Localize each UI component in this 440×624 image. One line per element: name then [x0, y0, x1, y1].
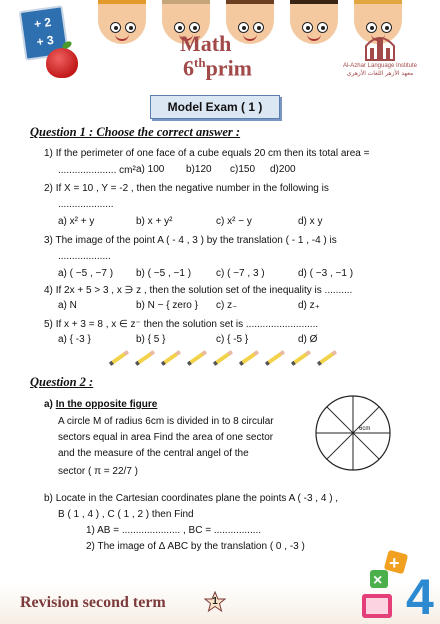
q2-part-b-sub-1: 1) AB = ..................... , BC = .................	[86, 525, 262, 536]
q1-item-5-option-c[interactable]: c) { -5 }	[216, 334, 249, 345]
pencil-icon	[317, 350, 337, 366]
q1-item-5	[44, 318, 318, 331]
q1-item-1-blank: ..................... cm²	[58, 165, 136, 176]
q1-item-2	[44, 182, 329, 195]
q2-part-b-sub-2: 2) The image of Δ ABC by the translation ( 0 , -3 )	[86, 541, 305, 552]
q1-item-5-option-a[interactable]: a) { -3 }	[58, 334, 91, 345]
svg-text:4: 4	[406, 569, 434, 624]
svg-text:+: +	[389, 553, 400, 573]
pencil-icon	[109, 350, 129, 366]
q2-part-b-line: B ( 1 , 4 ) , C ( 1 , 2 ) then Find	[58, 509, 194, 520]
subject-title: Math	[180, 31, 232, 56]
q1-item-1-option-d[interactable]: d)200	[270, 164, 296, 175]
svg-text:×: ×	[373, 572, 383, 589]
q1-item-5-option-d[interactable]: d) Ø	[298, 334, 318, 345]
q1-item-4-option-b[interactable]: b) N − { zero }	[136, 300, 198, 311]
institute-name-en: Al-Azhar Language Institute	[342, 63, 418, 69]
kid-face-4	[290, 0, 338, 44]
q1-item-2-option-d[interactable]: d) x y	[298, 216, 323, 227]
q1-item-2-option-b[interactable]: b) x + y²	[136, 216, 173, 227]
question-2-title: Question 2 :	[30, 375, 94, 389]
q1-item-number: 4)	[44, 285, 53, 296]
q1-item-number: 2)	[44, 183, 53, 194]
q1-item-text: If X = 10 , Y = -2 , then the negative number in the following is	[55, 183, 329, 194]
q1-item-3-option-a[interactable]: a) ( −5 , −7 )	[58, 268, 114, 279]
q1-item-number: 1)	[44, 148, 53, 159]
q1-item-4-option-a[interactable]: a) N	[58, 300, 77, 311]
pencil-icon	[265, 350, 285, 366]
q2-part-a-line: sector ( π = 22/7 )	[58, 466, 138, 477]
q1-item-3-blank: ...................	[58, 251, 111, 262]
math-card-bottom: + 3	[35, 32, 55, 50]
q2-part-a-heading	[44, 398, 157, 411]
kid-face-1	[98, 0, 146, 44]
q2-part-a-line: sectors equal in area Find the area of one sector	[58, 432, 274, 443]
math-card-top: + 2	[33, 14, 52, 32]
q2-part-a-line: A circle M of radius 6cm is divided in to 8 circular	[58, 416, 274, 427]
institute-name	[340, 62, 420, 78]
exam-title: Model Exam ( 1 )	[150, 95, 280, 119]
q1-item-3-option-b[interactable]: b) ( −5 , −1 )	[136, 268, 192, 279]
q2-part-a-title: In the opposite figure	[55, 399, 158, 410]
pencil-icon	[291, 350, 311, 366]
q1-item-5-option-b[interactable]: b) { 5 }	[136, 334, 166, 345]
q1-item-2-option-c[interactable]: c) x² − y	[216, 216, 252, 227]
pencil-icon	[239, 350, 259, 366]
pencil-icon	[213, 350, 233, 366]
q1-item-1-option-b[interactable]: b)120	[186, 164, 212, 175]
q1-item-4-option-d[interactable]: d) z₊	[298, 300, 320, 311]
question-1-title: Question 1 : Choose the correct answer :	[30, 125, 241, 139]
footer-text: Revision second term	[20, 594, 166, 611]
grade-word: prim	[205, 55, 253, 81]
q1-item-3-option-c[interactable]: c) ( −7 , 3 )	[216, 268, 265, 279]
institute-logo-icon	[362, 32, 398, 62]
q1-item-number: 5)	[44, 319, 53, 330]
q1-item-3-option-d[interactable]: d) ( −3 , −1 )	[298, 268, 354, 279]
q1-item-text: If the perimeter of one face of a cube equals 20 cm then its total area =	[55, 148, 370, 159]
grade-number: 6	[183, 55, 194, 81]
pencil-icon	[187, 350, 207, 366]
q1-item-2-blank: ....................	[58, 199, 114, 210]
q1-item-1-option-c[interactable]: c)150	[230, 164, 256, 175]
q1-item-number: 3)	[44, 235, 53, 246]
q1-item-3	[44, 234, 337, 247]
q1-item-2-option-a[interactable]: a) x² + y	[58, 216, 95, 227]
q2-part-b	[44, 492, 338, 505]
q2-part-a-label: a)	[44, 399, 53, 410]
q1-item-4-option-c[interactable]: c) z₋	[216, 300, 238, 311]
grade-title	[183, 55, 252, 81]
q2-part-a-line: and the measure of the central angel of the	[58, 448, 249, 459]
pencil-icon	[161, 350, 181, 366]
q1-item-text: If x + 3 = 8 , x ∈ z⁻ then the solution set is ..........................	[55, 319, 319, 330]
q1-item-text: The image of the point A ( - 4 , 3 ) by the translation ( - 1 , -4 ) is	[55, 235, 337, 246]
page-number-badge	[204, 591, 226, 613]
institute-name-ar: معهد الأزهر اللغات الأزهري	[346, 71, 414, 77]
page-number: 1	[212, 596, 218, 607]
circle-radius-label: 6cm	[359, 426, 371, 432]
pencil-icon	[135, 350, 155, 366]
q1-item-1	[44, 147, 370, 160]
circle-sectors-figure	[313, 393, 393, 473]
q1-item-1-option-a[interactable]: a) 100	[136, 164, 165, 175]
q2-part-b-line: Locate in the Cartesian coordinates plane the points A ( -3 , 4 ) ,	[55, 493, 339, 504]
math-symbols-decoration	[356, 548, 440, 624]
apple-image	[46, 48, 78, 78]
grade-suffix: th	[194, 55, 206, 70]
kid-face-3	[226, 0, 274, 44]
q2-part-b-label: b)	[44, 493, 53, 504]
q1-item-4	[44, 284, 352, 297]
q1-item-text: If 2x + 5 > 3 , x ∋ z , then the solution set of the inequality is ..........	[55, 285, 353, 296]
